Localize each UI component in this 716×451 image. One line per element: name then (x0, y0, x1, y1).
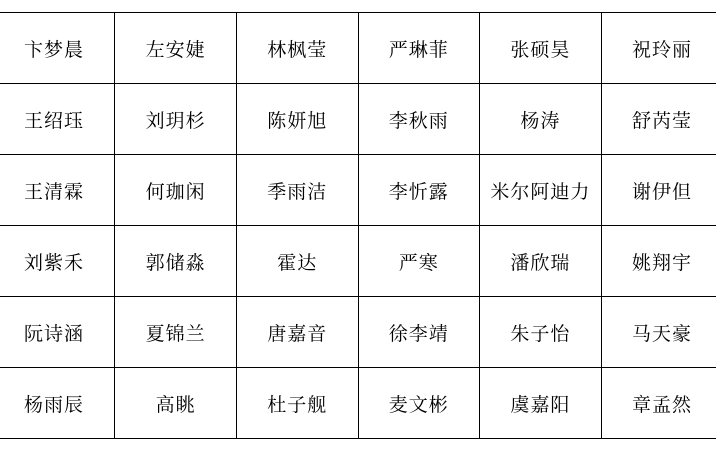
table-cell: 麦文彬 (358, 368, 480, 439)
table-cell: 郭储淼 (115, 226, 237, 297)
table-cell: 林枫莹 (236, 13, 358, 84)
table-cell: 阮诗涵 (0, 297, 115, 368)
table-row (0, 368, 716, 439)
table-row (0, 13, 716, 84)
table-cell: 高眺 (115, 368, 237, 439)
table-cell: 杨涛 (480, 84, 602, 155)
table-cell: 姚翔宇 (601, 226, 716, 297)
table-cell: 王绍珏 (0, 84, 115, 155)
table-cell: 李忻露 (358, 155, 480, 226)
table-cell: 刘玥杉 (115, 84, 237, 155)
name-table-body (0, 13, 716, 439)
table-cell: 唐嘉音 (236, 297, 358, 368)
table-row (0, 226, 716, 297)
name-table (0, 12, 716, 439)
table-row (0, 155, 716, 226)
table-cell: 虞嘉阳 (480, 368, 602, 439)
table-cell: 杜子舰 (236, 368, 358, 439)
table-cell: 卞梦晨 (0, 13, 115, 84)
table-cell: 何珈闲 (115, 155, 237, 226)
table-cell: 李秋雨 (358, 84, 480, 155)
table-cell: 霍达 (236, 226, 358, 297)
table-cell: 马天豪 (601, 297, 716, 368)
table-cell: 祝玲丽 (601, 13, 716, 84)
table-cell: 张硕昊 (480, 13, 602, 84)
table-row (0, 297, 716, 368)
table-cell: 杨雨辰 (0, 368, 115, 439)
table-cell: 严寒 (358, 226, 480, 297)
table-cell: 陈妍旭 (236, 84, 358, 155)
table-cell: 季雨洁 (236, 155, 358, 226)
table-cell: 朱子怡 (480, 297, 602, 368)
table-cell: 章孟然 (601, 368, 716, 439)
table-cell: 潘欣瑞 (480, 226, 602, 297)
table-row (0, 84, 716, 155)
table-cell: 谢伊但 (601, 155, 716, 226)
table-cell: 夏锦兰 (115, 297, 237, 368)
table-cell: 舒芮莹 (601, 84, 716, 155)
table-cell: 徐李靖 (358, 297, 480, 368)
table-cell: 米尔阿迪力 (480, 155, 602, 226)
table-cell: 左安婕 (115, 13, 237, 84)
table-cell: 王清霖 (0, 155, 115, 226)
table-cell: 刘紫禾 (0, 226, 115, 297)
table-cell: 严琳菲 (358, 13, 480, 84)
